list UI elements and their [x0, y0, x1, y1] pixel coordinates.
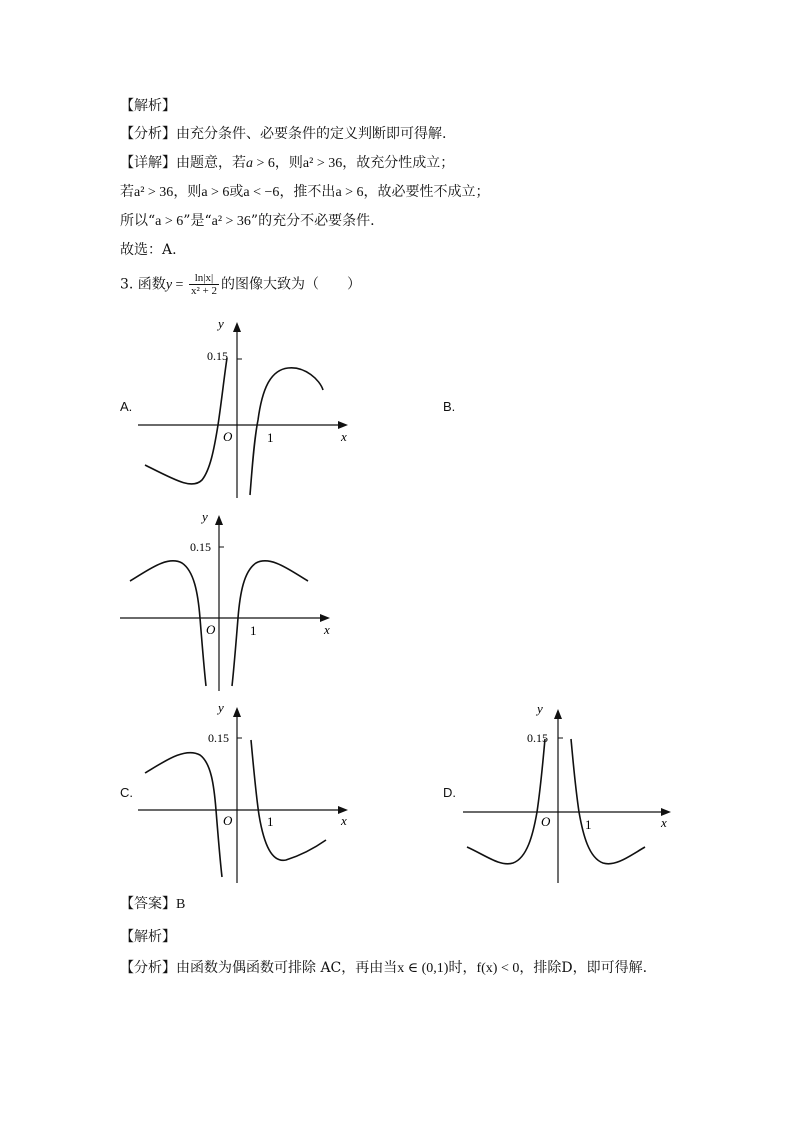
origin-label: O: [541, 814, 551, 829]
curve-right: [250, 368, 323, 495]
daan-tag: 【答案】: [120, 896, 176, 912]
option-a-label: A.: [120, 399, 133, 414]
jiexi-tag: 【解析】: [120, 98, 176, 114]
curve-left: [145, 358, 227, 484]
x-axis-label: x: [341, 429, 347, 444]
curve-right: [571, 739, 645, 864]
one-label: 1: [267, 430, 274, 445]
answer-text: 故选：A.: [120, 242, 177, 258]
question-suffix: 的图像大致为（ ）: [220, 276, 361, 293]
fraction: [189, 272, 219, 297]
xiangjie-text-3: ，故充分性成立；: [342, 155, 455, 171]
fenxi-tag: 【分析】: [120, 960, 176, 976]
x-axis-label: x: [661, 815, 667, 830]
tick-label-015: 0.15: [208, 731, 229, 745]
text-suoyi: 所以“: [120, 213, 156, 229]
x-axis-label: x: [341, 813, 347, 828]
y-axis-label: y: [202, 509, 208, 524]
graph-b: [112, 503, 342, 703]
daan-line: [120, 894, 185, 915]
fraction-denominator: x² + 2: [190, 285, 217, 297]
text-condition: ”的充分不必要条件.: [250, 213, 375, 229]
equals: =: [172, 277, 187, 293]
one-label: 1: [267, 814, 274, 829]
fenxi-text: 由充分条件、必要条件的定义判断即可得解.: [176, 126, 447, 142]
question-prefix: 3. 函数: [120, 276, 166, 293]
option-b-label: B.: [443, 399, 456, 414]
y-axis-label: y: [537, 701, 543, 716]
xiangjie-text-2: ，则: [274, 155, 303, 171]
y-axis-label: y: [218, 316, 224, 331]
graph-c: [130, 695, 360, 895]
a-gt-6: a > 6: [201, 185, 230, 200]
text-conclusion: ，故必要性不成立；: [363, 184, 490, 200]
curve-left: [145, 753, 222, 877]
f-x-lt-0: f(x) < 0: [476, 961, 520, 976]
y-axis-label: y: [218, 700, 224, 715]
daan-value: B: [176, 897, 186, 912]
text-huo: 或: [229, 184, 244, 200]
tick-label-015: 0.15: [207, 349, 228, 363]
curve-left: [130, 561, 206, 686]
necessity-line: [120, 182, 490, 203]
fenxi2-text-3: ，排除D，即可得解.: [519, 960, 648, 976]
tick-label-015: 0.15: [527, 731, 548, 745]
a-squared-gt-36: a² > 36: [302, 156, 343, 171]
x-axis-label: x: [324, 622, 330, 637]
fenxi-line-1: [120, 124, 446, 144]
curve-left: [467, 739, 545, 864]
origin-label: O: [223, 429, 233, 444]
tick-label-015: 0.15: [190, 540, 211, 554]
jiexi-heading-1: [120, 96, 176, 116]
fenxi-tag: 【分析】: [120, 126, 176, 142]
answer-line-1: [120, 240, 177, 260]
origin-label: O: [206, 622, 216, 637]
xiangjie-tag: 【详解】: [120, 155, 176, 171]
one-label: 1: [250, 623, 257, 638]
text-shi: ”是“: [183, 213, 212, 229]
text-ze: ，则: [173, 184, 202, 200]
text-tuibuchu: ，推不出: [279, 184, 336, 200]
question-3: [120, 272, 361, 297]
a-gt-6: a > 6: [335, 185, 364, 200]
fraction-numerator: ln|x|: [189, 272, 219, 285]
text-ruo: 若: [120, 184, 134, 200]
gt-six: > 6: [253, 156, 275, 171]
var-y: y: [165, 277, 173, 293]
graph-d: [455, 695, 685, 895]
option-c-label: C.: [120, 785, 133, 800]
graph-a: [130, 310, 360, 510]
a-squared-gt-36: a² > 36: [211, 214, 251, 229]
xiangjie-line: [120, 153, 454, 174]
x-in-interval: x ∈ (0,1): [397, 961, 449, 976]
jiexi-tag: 【解析】: [120, 929, 176, 945]
origin-label: O: [223, 813, 233, 828]
summary-line: [120, 211, 375, 232]
a-lt-neg6: a < −6: [243, 185, 280, 200]
curve-right: [232, 561, 308, 686]
one-label: 1: [585, 817, 592, 832]
a-squared-gt-36: a² > 36: [134, 185, 174, 200]
curve-right: [251, 740, 326, 860]
var-a: a: [246, 156, 253, 171]
fenxi2-text-1: 由函数为偶函数可排除 AC，再由当: [176, 960, 398, 976]
option-d-label: D.: [443, 785, 456, 800]
xiangjie-text-1: 由题意，若: [176, 155, 246, 171]
fenxi-line-2: [120, 958, 647, 979]
a-gt-6: a > 6: [155, 214, 184, 229]
jiexi-heading-2: [120, 927, 176, 947]
fenxi2-text-2: 时，: [448, 960, 477, 976]
